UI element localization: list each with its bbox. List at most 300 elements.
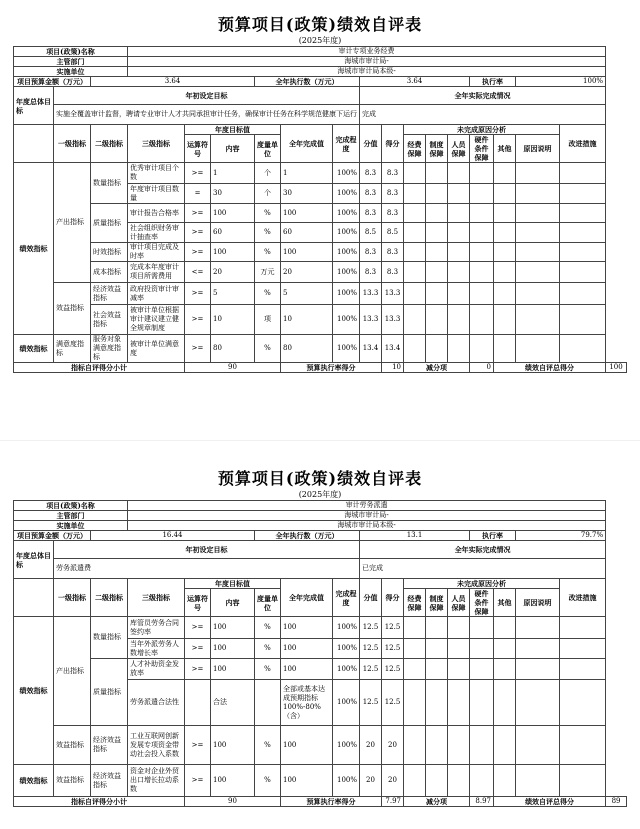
lvl2-cell: 成本指标	[91, 262, 128, 283]
reason-cell	[470, 184, 494, 204]
score-got-cell: 13.4	[382, 335, 404, 363]
reason-cell	[404, 335, 426, 363]
op-cell: =	[185, 184, 211, 204]
form-year: (2025年度)	[298, 36, 342, 45]
score-value-header: 分值	[360, 579, 382, 617]
lvl1-cell: 效益指标	[54, 765, 91, 797]
lvl2-cell: 经济效益指标	[91, 765, 128, 797]
goal-label: 年度总体目标	[14, 541, 54, 579]
reason-hardware-header: 硬件条件保障	[470, 589, 494, 617]
reason-cell	[470, 305, 494, 335]
reason-cell	[494, 262, 516, 283]
reason-cell	[560, 184, 606, 204]
reason-cell	[560, 262, 606, 283]
budget-rate-score-label: 预算执行率得分	[281, 363, 382, 373]
lvl2-header: 二级指标	[91, 125, 128, 163]
score-value-cell: 8.5	[360, 223, 382, 243]
score-value-cell: 8.3	[360, 243, 382, 262]
reason-cell	[404, 223, 426, 243]
actual-cell: 20	[281, 262, 333, 283]
lvl3-header: 三级指标	[128, 579, 185, 617]
score-got-header: 得分	[382, 579, 404, 617]
budget-label: 项目预算金额（万元）	[14, 77, 91, 87]
degree-cell: 100%	[333, 639, 360, 659]
degree-cell: 100%	[333, 617, 360, 639]
reason-cell	[404, 617, 426, 639]
op-cell: >=	[185, 726, 211, 765]
reason-cell	[560, 223, 606, 243]
lvl1-cell: 效益指标	[54, 726, 91, 765]
reason-cell	[448, 262, 470, 283]
lvl3-cell: 社会组织财务审计抽查率	[128, 223, 185, 243]
score-got-cell: 12.5	[382, 617, 404, 639]
page-separator	[0, 440, 640, 441]
perf-label: 绩效指标	[14, 617, 54, 765]
indicator-row	[14, 617, 627, 639]
indicator-row	[14, 765, 627, 797]
score-value-cell: 12.5	[360, 680, 382, 726]
reason-cell	[426, 262, 448, 283]
budget-value: 3.64	[91, 77, 255, 87]
measure-header: 改进措施	[560, 125, 606, 163]
exec-rate-value: 79.7%	[516, 531, 606, 541]
degree-cell: 100%	[333, 305, 360, 335]
unit-cell: 个	[255, 184, 281, 204]
reason-cell	[470, 659, 494, 680]
reason-analysis-header: 未完成原因分析	[404, 125, 560, 135]
score-got-cell: 13.3	[382, 305, 404, 335]
yearly-target-header: 年度目标值	[185, 579, 281, 589]
deduct-value: 8.97	[470, 797, 494, 807]
score-value-cell: 8.3	[360, 184, 382, 204]
degree-cell: 100%	[333, 659, 360, 680]
lvl3-cell: 优秀审计项目个数	[128, 163, 185, 184]
reason-cell	[516, 335, 560, 363]
total-label: 绩效自评总得分	[494, 797, 606, 807]
deduct-label: 减分项	[404, 363, 470, 373]
actual-cell: 10	[281, 305, 333, 335]
unit-cell: %	[255, 726, 281, 765]
reason-cell	[560, 639, 606, 659]
lvl2-cell: 社会效益指标	[91, 305, 128, 335]
reason-cell	[494, 184, 516, 204]
reason-hardware-header: 硬件条件保障	[470, 135, 494, 163]
reason-other-header: 其他	[494, 135, 516, 163]
lvl3-header: 三级指标	[128, 125, 185, 163]
project-name-label: 项目(政策)名称	[14, 47, 128, 57]
project-name-value: 审计专项业务经费	[128, 47, 606, 57]
reason-cell	[448, 223, 470, 243]
score-value-cell: 20	[360, 765, 382, 797]
lvl3-cell: 政府投资审计审减率	[128, 283, 185, 305]
reason-cell	[494, 305, 516, 335]
exec-rate-value: 100%	[516, 77, 606, 87]
lvl3-cell: 完成本年度审计项目所需费用	[128, 262, 185, 283]
reason-cell	[516, 223, 560, 243]
reason-desc-header: 原因说明	[516, 135, 560, 163]
reason-cell	[516, 283, 560, 305]
reason-cell	[470, 204, 494, 223]
reason-cell	[404, 243, 426, 262]
reason-cell	[516, 243, 560, 262]
lvl2-cell: 数量指标	[91, 163, 128, 204]
lvl3-cell: 当年外派劳务人数增长率	[128, 639, 185, 659]
goal-actual-text: 完成	[360, 105, 606, 125]
reason-cell	[516, 204, 560, 223]
reason-fund-header: 经费保障	[404, 589, 426, 617]
lvl3-cell: 年度审计项目数量	[128, 184, 185, 204]
reason-cell	[494, 639, 516, 659]
reason-cell	[426, 659, 448, 680]
op-cell: >=	[185, 335, 211, 363]
perf-label: 绩效指标	[14, 765, 54, 797]
reason-cell	[560, 163, 606, 184]
score-value-cell: 12.5	[360, 617, 382, 639]
reason-cell	[560, 243, 606, 262]
impl-label: 实施单位	[14, 67, 128, 77]
dept-label: 主管部门	[14, 511, 128, 521]
op-cell: >=	[185, 283, 211, 305]
reason-cell	[426, 184, 448, 204]
reason-cell	[560, 305, 606, 335]
reason-cell	[404, 163, 426, 184]
perf-blank	[14, 125, 54, 163]
reason-cell	[426, 204, 448, 223]
content-header: 内容	[211, 135, 255, 163]
reason-system-header: 制度保障	[426, 135, 448, 163]
actual-cell: 30	[281, 184, 333, 204]
reason-cell	[494, 163, 516, 184]
lvl1-header: 一级指标	[54, 125, 91, 163]
unit-cell: %	[255, 617, 281, 639]
content-cell: 100	[211, 639, 255, 659]
degree-cell: 100%	[333, 283, 360, 305]
lvl2-cell: 服务对象满意度指标	[91, 335, 128, 363]
lvl1-cell: 效益指标	[54, 283, 91, 335]
unit-cell: %	[255, 335, 281, 363]
lvl2-cell: 时效指标	[91, 243, 128, 262]
reason-desc-header: 原因说明	[516, 589, 560, 617]
reason-cell	[448, 617, 470, 639]
op-cell	[185, 680, 211, 726]
reason-cell	[560, 765, 606, 797]
actual-cell: 100	[281, 726, 333, 765]
reason-cell	[426, 243, 448, 262]
deduct-label: 减分项	[404, 797, 470, 807]
reason-cell	[560, 659, 606, 680]
unit-cell: %	[255, 204, 281, 223]
degree-header: 完成程度	[333, 579, 360, 617]
unit-header: 度量单位	[255, 135, 281, 163]
score-got-cell: 12.5	[382, 659, 404, 680]
dept-label: 主管部门	[14, 57, 128, 67]
reason-cell	[516, 680, 560, 726]
reason-cell	[560, 680, 606, 726]
reason-cell	[470, 680, 494, 726]
impl-label: 实施单位	[14, 521, 128, 531]
reason-other-header: 其他	[494, 589, 516, 617]
reason-cell	[404, 639, 426, 659]
goal-actual-header: 全年实际完成情况	[360, 541, 606, 559]
form-year: (2025年度)	[298, 490, 342, 499]
reason-cell	[494, 680, 516, 726]
reason-cell	[426, 680, 448, 726]
lvl3-cell: 工业互联网创新发展专项资金带动社会投入系数	[128, 726, 185, 765]
reason-staff-header: 人员保障	[448, 589, 470, 617]
reason-cell	[470, 223, 494, 243]
lvl2-cell: 经济效益指标	[91, 283, 128, 305]
degree-cell: 100%	[333, 680, 360, 726]
reason-cell	[516, 726, 560, 765]
unit-cell: %	[255, 659, 281, 680]
reason-cell	[448, 680, 470, 726]
degree-header: 完成程度	[333, 125, 360, 163]
op-cell: >=	[185, 639, 211, 659]
op-cell: >=	[185, 617, 211, 639]
reason-cell	[448, 659, 470, 680]
score-got-cell: 8.3	[382, 262, 404, 283]
evaluation-form-1	[13, 12, 627, 373]
reason-cell	[404, 283, 426, 305]
reason-cell	[560, 335, 606, 363]
actual-cell: 100	[281, 243, 333, 262]
lvl3-cell: 审计项目完成及时率	[128, 243, 185, 262]
op-cell: <=	[185, 262, 211, 283]
reason-cell	[448, 204, 470, 223]
reason-cell	[560, 617, 606, 639]
op-cell: >=	[185, 204, 211, 223]
lvl3-cell: 资金对企业外贸出口增长拉动系数	[128, 765, 185, 797]
score-got-cell: 12.5	[382, 639, 404, 659]
lvl1-cell: 满意度指标	[54, 335, 91, 363]
score-value-cell: 8.3	[360, 204, 382, 223]
reason-cell	[448, 639, 470, 659]
project-name-label: 项目(政策)名称	[14, 501, 128, 511]
score-got-cell: 13.3	[382, 283, 404, 305]
exec-count-label: 全年执行数（万元）	[255, 531, 360, 541]
lvl1-cell: 产出指标	[54, 617, 91, 726]
reason-cell	[516, 639, 560, 659]
yearly-target-header: 年度目标值	[185, 125, 281, 135]
indicator-row	[14, 262, 627, 283]
budget-rate-score-label: 预算执行率得分	[281, 797, 382, 807]
reason-cell	[560, 204, 606, 223]
exec-count-value: 13.1	[360, 531, 470, 541]
score-got-cell: 20	[382, 726, 404, 765]
degree-cell: 100%	[333, 204, 360, 223]
actual-cell: 100	[281, 204, 333, 223]
perf-label: 绩效指标	[14, 163, 54, 335]
reason-cell	[516, 163, 560, 184]
score-value-cell: 13.3	[360, 283, 382, 305]
total-label: 绩效自评总得分	[494, 363, 606, 373]
reason-cell	[470, 639, 494, 659]
content-cell: 100	[211, 659, 255, 680]
reason-cell	[404, 305, 426, 335]
reason-cell	[426, 305, 448, 335]
op-cell: >=	[185, 765, 211, 797]
reason-analysis-header: 未完成原因分析	[404, 579, 560, 589]
content-cell: 20	[211, 262, 255, 283]
reason-cell	[404, 184, 426, 204]
content-cell: 合法	[211, 680, 255, 726]
lvl2-cell: 质量指标	[91, 659, 128, 726]
reason-staff-header: 人员保障	[448, 135, 470, 163]
indicator-row	[14, 726, 627, 765]
actual-cell: 100	[281, 765, 333, 797]
reason-cell	[426, 283, 448, 305]
exec-rate-label: 执行率	[470, 531, 516, 541]
reason-system-header: 制度保障	[426, 589, 448, 617]
score-value-cell: 8.3	[360, 262, 382, 283]
score-got-cell: 8.3	[382, 184, 404, 204]
actual-cell: 80	[281, 335, 333, 363]
subtotal-value: 90	[185, 363, 281, 373]
unit-cell: 万元	[255, 262, 281, 283]
form-table	[13, 500, 627, 807]
op-cell: >=	[185, 163, 211, 184]
reason-cell	[426, 223, 448, 243]
reason-cell	[426, 617, 448, 639]
score-got-cell: 8.3	[382, 163, 404, 184]
reason-cell	[494, 243, 516, 262]
reason-cell	[494, 617, 516, 639]
degree-cell: 100%	[333, 243, 360, 262]
op-cell: >=	[185, 305, 211, 335]
reason-cell	[494, 659, 516, 680]
score-got-header: 得分	[382, 125, 404, 163]
unit-cell	[255, 680, 281, 726]
unit-cell: 个	[255, 163, 281, 184]
actual-cell: 1	[281, 163, 333, 184]
reason-cell	[516, 659, 560, 680]
actual-cell: 5	[281, 283, 333, 305]
score-got-cell: 8.5	[382, 223, 404, 243]
reason-cell	[470, 726, 494, 765]
perf-blank	[14, 579, 54, 617]
reason-fund-header: 经费保障	[404, 135, 426, 163]
degree-cell: 100%	[333, 184, 360, 204]
score-got-cell: 8.3	[382, 204, 404, 223]
unit-cell: %	[255, 283, 281, 305]
reason-cell	[516, 184, 560, 204]
reason-cell	[426, 163, 448, 184]
actual-cell: 全部或基本达成预期指标100%-80%（含）	[281, 680, 333, 726]
reason-cell	[494, 223, 516, 243]
unit-header: 度量单位	[255, 589, 281, 617]
content-cell: 100	[211, 765, 255, 797]
dept-value: 海城市审计局-	[128, 511, 606, 521]
reason-cell	[426, 726, 448, 765]
form-title: 预算项目(政策)绩效自评表	[217, 15, 423, 34]
reason-cell	[426, 335, 448, 363]
form-table	[13, 46, 627, 373]
actual-cell: 100	[281, 659, 333, 680]
degree-cell: 100%	[333, 223, 360, 243]
content-cell: 100	[211, 243, 255, 262]
evaluation-form-2	[13, 466, 627, 807]
degree-cell: 100%	[333, 726, 360, 765]
indicator-row	[14, 335, 627, 363]
lvl3-cell: 人才补助资金发放率	[128, 659, 185, 680]
dept-value: 海城市审计局-	[128, 57, 606, 67]
op-cell: >=	[185, 243, 211, 262]
reason-cell	[448, 243, 470, 262]
reason-cell	[404, 262, 426, 283]
indicator-row	[14, 204, 627, 223]
subtotal-label: 指标自评得分小计	[14, 797, 185, 807]
actual-cell: 100	[281, 617, 333, 639]
perf-label: 绩效指标	[14, 335, 54, 363]
reason-cell	[448, 283, 470, 305]
score-value-cell: 8.3	[360, 163, 382, 184]
indicator-row	[14, 283, 627, 305]
impl-value: 海城市审计局本级-	[128, 521, 606, 531]
reason-cell	[494, 283, 516, 305]
content-cell: 80	[211, 335, 255, 363]
exec-count-label: 全年执行数（万元）	[255, 77, 360, 87]
form-title: 预算项目(政策)绩效自评表	[217, 469, 423, 488]
reason-cell	[404, 726, 426, 765]
content-cell: 60	[211, 223, 255, 243]
impl-value: 海城市审计局本级-	[128, 67, 606, 77]
reason-cell	[448, 184, 470, 204]
score-value-cell: 20	[360, 726, 382, 765]
score-got-cell: 12.5	[382, 680, 404, 726]
reason-cell	[560, 726, 606, 765]
goal-actual-text: 已完成	[360, 559, 606, 579]
degree-cell: 100%	[333, 765, 360, 797]
content-cell: 1	[211, 163, 255, 184]
actual-cell: 60	[281, 223, 333, 243]
reason-cell	[494, 204, 516, 223]
op-cell: >=	[185, 223, 211, 243]
reason-cell	[404, 204, 426, 223]
lvl3-cell: 库管员劳务合同签约率	[128, 617, 185, 639]
reason-cell	[470, 262, 494, 283]
reason-cell	[516, 765, 560, 797]
score-value-cell: 13.3	[360, 305, 382, 335]
content-cell: 5	[211, 283, 255, 305]
exec-count-value: 3.64	[360, 77, 470, 87]
actual-cell: 100	[281, 639, 333, 659]
unit-cell: %	[255, 639, 281, 659]
lvl2-header: 二级指标	[91, 579, 128, 617]
reason-cell	[494, 335, 516, 363]
reason-cell	[470, 243, 494, 262]
subtotal-value: 90	[185, 797, 281, 807]
lvl2-cell: 数量指标	[91, 617, 128, 659]
exec-rate-label: 执行率	[470, 77, 516, 87]
degree-cell: 100%	[333, 335, 360, 363]
goal-actual-header: 全年实际完成情况	[360, 87, 606, 105]
goal-label: 年度总体目标	[14, 87, 54, 125]
content-cell: 10	[211, 305, 255, 335]
budget-label: 项目预算金额（万元）	[14, 531, 91, 541]
reason-cell	[516, 262, 560, 283]
reason-cell	[426, 765, 448, 797]
indicator-row	[14, 163, 627, 184]
total-value: 89	[606, 797, 627, 807]
actual-header: 全年完成值	[281, 125, 333, 163]
reason-cell	[470, 765, 494, 797]
reason-cell	[470, 335, 494, 363]
content-header: 内容	[211, 589, 255, 617]
goal-set-header: 年初设定目标	[54, 87, 360, 105]
deduct-value: 0	[470, 363, 494, 373]
lvl3-cell: 审计报告合格率	[128, 204, 185, 223]
indicator-row	[14, 659, 627, 680]
